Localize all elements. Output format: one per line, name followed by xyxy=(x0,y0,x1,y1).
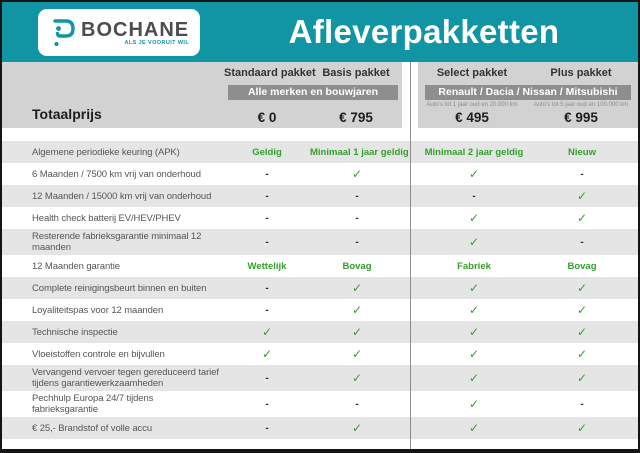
dash-mark: - xyxy=(265,282,269,294)
check-icon: ✓ xyxy=(576,421,588,435)
check-icon: ✓ xyxy=(576,371,588,385)
table-row xyxy=(2,299,638,321)
feature-label: Algemene periodieke keuring (APK) xyxy=(32,146,180,158)
feature-label: € 25,- Brandstof of volle accu xyxy=(32,422,153,434)
check-icon: ✓ xyxy=(468,281,480,295)
pricing-group-brands xyxy=(418,62,638,128)
feature-value-text: Minimaal 1 jaar geldig xyxy=(310,146,409,158)
age-note-plus: Auto's tot 5 jaar oud en 100.000 km xyxy=(533,102,629,108)
feature-label: Health check batterij EV/HEV/PHEV xyxy=(32,212,181,224)
table-row xyxy=(2,207,638,229)
table-row xyxy=(2,365,638,391)
table-row xyxy=(2,391,638,417)
check-icon: ✓ xyxy=(576,303,588,317)
feature-label: Complete reinigingsbeurt binnen en buiten xyxy=(32,282,207,294)
check-icon: ✓ xyxy=(351,303,363,317)
brand-badge-renault-group: Renault / Dacia / Nissan / Mitsubishi xyxy=(425,85,631,100)
logo-tagline: ALS JE VOORUIT WIL xyxy=(124,40,190,46)
age-note-select: Auto's tot 1 jaar oud en 20.000 km xyxy=(426,102,518,108)
column-label-standaard: Standaard pakket xyxy=(224,67,316,79)
total-price-basis: € 795 xyxy=(339,110,373,125)
check-icon: ✓ xyxy=(468,235,480,249)
dash-mark: - xyxy=(265,236,269,248)
table-row xyxy=(2,163,638,185)
table-row xyxy=(2,185,638,207)
band-gap xyxy=(2,128,638,141)
total-price-select: € 495 xyxy=(455,110,489,125)
check-icon: ✓ xyxy=(576,189,588,203)
feature-value-text: Fabriek xyxy=(457,260,491,272)
feature-value-text: Wettelijk xyxy=(247,260,287,272)
group-divider-line xyxy=(410,62,411,449)
pricing-group-all-brands xyxy=(2,62,402,128)
logo-name: BOCHANE xyxy=(81,19,190,41)
dash-mark: - xyxy=(265,190,269,202)
logo-text-block xyxy=(81,19,189,46)
check-icon: ✓ xyxy=(468,347,480,361)
feature-rows xyxy=(2,141,638,439)
dash-mark: - xyxy=(472,190,476,202)
dash-mark: - xyxy=(355,212,359,224)
feature-label: Resterende fabrieksgarantie minimaal 12 maanden xyxy=(32,231,202,253)
dash-mark: - xyxy=(580,398,584,410)
column-label-plus: Plus pakket xyxy=(550,67,612,79)
feature-label: Loyaliteitspas voor 12 maanden xyxy=(32,304,164,316)
dash-mark: - xyxy=(355,190,359,202)
total-price-standaard: € 0 xyxy=(257,110,277,125)
check-icon: ✓ xyxy=(576,325,588,339)
total-price-plus: € 995 xyxy=(564,110,598,125)
check-icon: ✓ xyxy=(468,421,480,435)
dash-mark: - xyxy=(265,372,269,384)
feature-label: 12 Maanden / 15000 km vrij van onderhoud xyxy=(32,190,212,202)
feature-label: 6 Maanden / 7500 km vrij van onderhoud xyxy=(32,168,201,180)
check-icon: ✓ xyxy=(351,281,363,295)
feature-value-text: Minimaal 2 jaar geldig xyxy=(424,146,524,158)
check-icon: ✓ xyxy=(468,371,480,385)
dash-mark: - xyxy=(355,236,359,248)
feature-label: 12 Maanden garantie xyxy=(32,260,120,272)
check-icon: ✓ xyxy=(468,167,480,181)
dash-mark: - xyxy=(265,304,269,316)
check-icon: ✓ xyxy=(576,347,588,361)
brand-badge-all: Alle merken en bouwjaren xyxy=(228,85,398,100)
table-row xyxy=(2,417,638,439)
bochane-logo xyxy=(38,9,200,56)
feature-value-text: Bovag xyxy=(567,260,597,272)
dash-mark: - xyxy=(265,398,269,410)
table-row xyxy=(2,277,638,299)
feature-label: Vloeistoffen controle en bijvullen xyxy=(32,348,165,360)
check-icon: ✓ xyxy=(468,211,480,225)
page-header xyxy=(2,2,638,62)
feature-value-text: Bovag xyxy=(342,260,372,272)
feature-value-text: Geldig xyxy=(252,146,282,158)
bochane-logo-icon xyxy=(50,16,76,50)
dash-mark: - xyxy=(265,168,269,180)
table-row xyxy=(2,255,638,277)
check-icon: ✓ xyxy=(576,211,588,225)
feature-label: Vervangend vervoer tegen gereduceerd tarief tijdens garantiewerkzaamheden xyxy=(32,367,219,389)
column-label-select: Select pakket xyxy=(436,67,508,79)
check-icon: ✓ xyxy=(351,347,363,361)
page-title: Afleverpakketten xyxy=(288,13,560,50)
feature-label: Technische inspectie xyxy=(32,326,118,338)
check-icon: ✓ xyxy=(351,325,363,339)
check-icon: ✓ xyxy=(261,347,273,361)
column-label-basis: Basis pakket xyxy=(322,67,390,79)
dash-mark: - xyxy=(580,236,584,248)
feature-value-text: Nieuw xyxy=(568,146,596,158)
check-icon: ✓ xyxy=(468,397,480,411)
check-icon: ✓ xyxy=(351,167,363,181)
table-row xyxy=(2,141,638,163)
table-row xyxy=(2,229,638,255)
feature-label: Pechhulp Europa 24/7 tijdens fabrieksgarantie xyxy=(32,393,154,415)
check-icon: ✓ xyxy=(468,325,480,339)
pricing-header-band xyxy=(2,62,638,128)
check-icon: ✓ xyxy=(351,421,363,435)
table-row xyxy=(2,321,638,343)
table-row xyxy=(2,343,638,365)
check-icon: ✓ xyxy=(261,325,273,339)
dash-mark: - xyxy=(355,398,359,410)
check-icon: ✓ xyxy=(576,281,588,295)
check-icon: ✓ xyxy=(351,371,363,385)
dash-mark: - xyxy=(580,168,584,180)
dash-mark: - xyxy=(265,422,269,434)
dash-mark: - xyxy=(265,212,269,224)
check-icon: ✓ xyxy=(468,303,480,317)
total-price-label: Totaalprijs xyxy=(32,106,102,122)
